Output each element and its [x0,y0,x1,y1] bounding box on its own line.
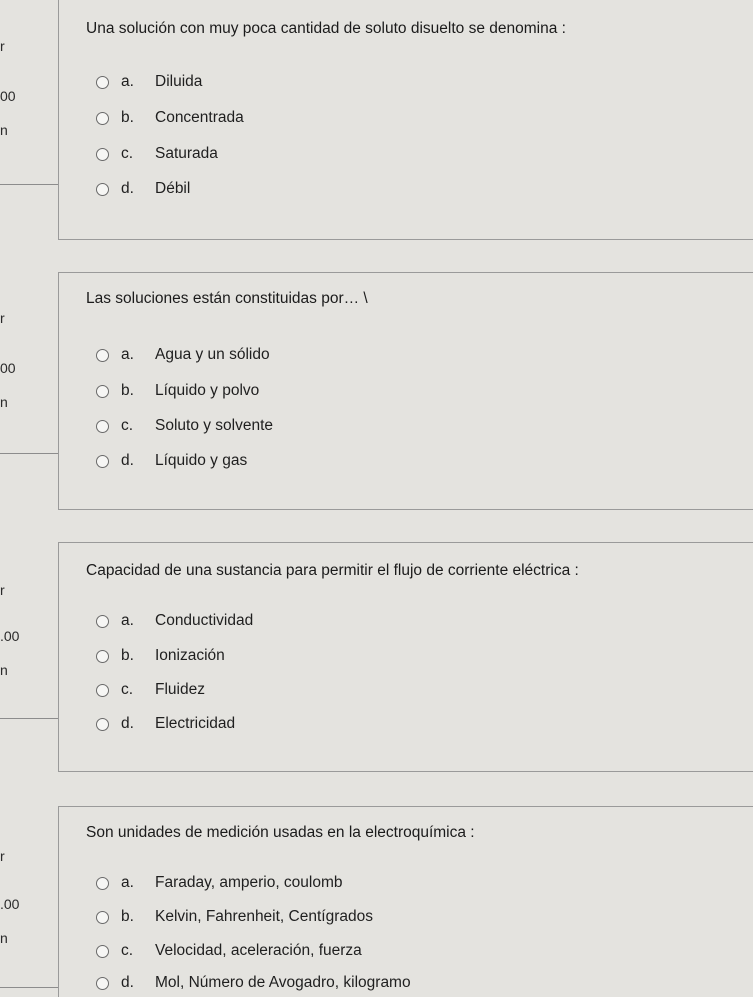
option-letter: b. [121,109,134,126]
answer-option[interactable] [96,908,373,926]
option-letter: d. [121,974,134,991]
answer-option[interactable] [96,874,343,892]
answer-option[interactable] [96,612,253,630]
answer-option[interactable] [96,346,270,364]
side-fragment: n [0,394,8,410]
radio-button[interactable] [96,112,109,125]
answer-option[interactable] [96,180,190,198]
radio-button[interactable] [96,455,109,468]
option-label: Saturada [155,145,218,162]
side-divider [0,453,58,454]
option-label: Faraday, amperio, coulomb [155,874,343,891]
answer-option[interactable] [96,681,205,699]
option-letter: c. [121,145,134,162]
answer-option[interactable] [96,452,247,470]
question-panel [58,272,753,510]
radio-button[interactable] [96,76,109,89]
option-letter: c. [121,942,134,959]
answer-option[interactable] [96,382,259,400]
answer-option[interactable] [96,417,273,435]
question-text: Las soluciones están constituidas por… \ [86,290,368,307]
radio-button[interactable] [96,148,109,161]
option-label: Kelvin, Fahrenheit, Centígrados [155,908,373,925]
side-fragment: r [0,848,5,864]
radio-button[interactable] [96,877,109,890]
radio-button[interactable] [96,420,109,433]
radio-button[interactable] [96,349,109,362]
option-label: Conductividad [155,612,254,629]
radio-button[interactable] [96,718,109,731]
option-label: Mol, Número de Avogadro, kilogramo [155,974,411,991]
side-fragment: .00 [0,628,20,644]
option-letter: a. [121,73,134,90]
radio-button[interactable] [96,650,109,663]
answer-option[interactable] [96,974,411,992]
question-panel [58,806,753,997]
radio-button[interactable] [96,911,109,924]
option-letter: d. [121,715,134,732]
answer-option[interactable] [96,145,218,163]
side-divider [0,987,58,988]
side-divider [0,184,58,185]
option-letter: a. [121,612,134,629]
question-text: Capacidad de una sustancia para permitir el flujo de corriente eléctrica : [86,562,579,579]
option-label: Líquido y polvo [155,382,260,399]
answer-option[interactable] [96,109,244,127]
option-letter: b. [121,647,134,664]
option-letter: a. [121,346,134,363]
option-letter: c. [121,681,134,698]
question-text: Son unidades de medición usadas en la electroquímica : [86,824,475,841]
side-fragment: 00 [0,360,16,376]
question-text: Una solución con muy poca cantidad de soluto disuelto se denomina : [86,20,566,37]
option-letter: d. [121,180,134,197]
option-label: Electricidad [155,715,236,732]
radio-button[interactable] [96,977,109,990]
option-label: Velocidad, aceleración, fuerza [155,942,362,959]
radio-button[interactable] [96,615,109,628]
option-label: Líquido y gas [155,452,248,469]
side-fragment: 00 [0,88,16,104]
option-label: Agua y un sólido [155,346,270,363]
side-fragment: n [0,930,8,946]
side-fragment: n [0,122,8,138]
option-label: Débil [155,180,191,197]
side-fragment: r [0,582,5,598]
option-letter: b. [121,382,134,399]
side-fragment: n [0,662,8,678]
radio-button[interactable] [96,385,109,398]
answer-option[interactable] [96,715,235,733]
side-fragment: r [0,38,5,54]
question-panel [58,0,753,240]
option-label: Fluidez [155,681,205,698]
option-letter: a. [121,874,134,891]
radio-button[interactable] [96,684,109,697]
option-label: Soluto y solvente [155,417,274,434]
side-divider [0,718,58,719]
option-letter: c. [121,417,134,434]
answer-option[interactable] [96,73,202,91]
question-panel [58,542,753,772]
option-label: Diluida [155,73,203,90]
answer-option[interactable] [96,942,362,960]
option-letter: b. [121,908,134,925]
option-letter: d. [121,452,134,469]
option-label: Ionización [155,647,225,664]
option-label: Concentrada [155,109,244,126]
answer-option[interactable] [96,647,225,665]
radio-button[interactable] [96,183,109,196]
side-fragment: .00 [0,896,20,912]
side-fragment: r [0,310,5,326]
radio-button[interactable] [96,945,109,958]
